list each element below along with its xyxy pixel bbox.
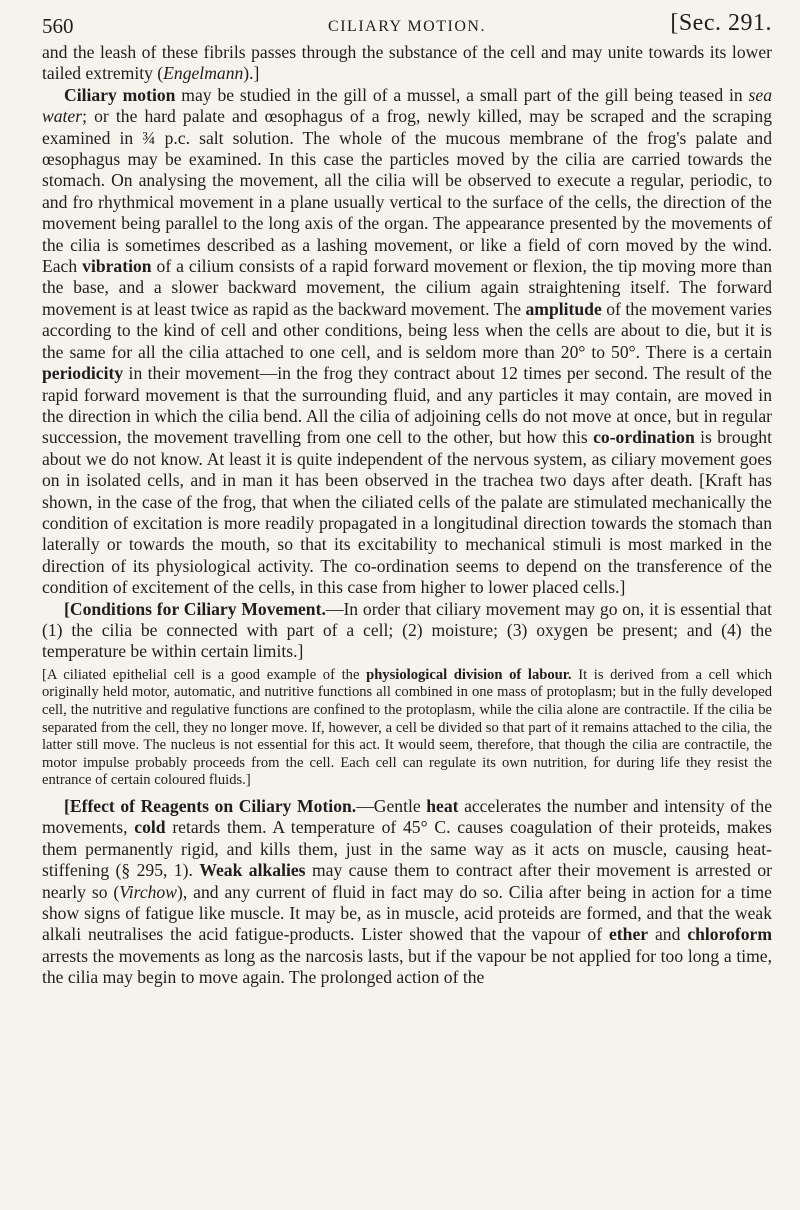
section-reference: [Sec. 291.: [670, 10, 772, 36]
term-ether: ether: [609, 924, 649, 945]
citation-virchow: Virchow: [119, 881, 177, 902]
term-periodicity: periodicity: [42, 363, 124, 384]
body-text: [42, 42, 772, 989]
term-weak-alkalies: Weak alkalies: [199, 860, 306, 881]
paragraph-conditions: [Conditions for Ciliary Movement.—In order that ciliary movement may go on, it is essential that (1) the cilia be connected with part of a cell; (2) moisture; (3) oxygen be present; and (4) the temperature be within certain limits.]: [42, 598, 772, 662]
term-cold: cold: [134, 817, 166, 838]
page-header: [42, 8, 772, 42]
term-ciliary-motion: Ciliary motion: [64, 84, 176, 105]
heading-conditions: [Conditions for Ciliary Movement.: [64, 598, 326, 619]
paragraph-continuation: and the leash of these fibrils passes through the substance of the cell and may unite towards its lower tailed extremity (Engelmann).]: [42, 42, 772, 84]
paragraph-reagents: [Effect of Reagents on Ciliary Motion.—Gentle heat accelerates the number and intensity of the movements, cold retards them. A temperature of 45° C. causes coagulation of their proteids, makes them permanently rigid, and kills them, just in the same way as it acts on muscle, causing heat-stiffening (§ 295, 1). Weak alkalies may cause them to contract after their movement is arrested or nearly so (Virchow), and any current of fluid in fact may do so. Cilia after being in action for a time show signs of fatigue like muscle. It may be, as in muscle, acid proteids are formed, and that the weak alkali neutralises the acid fatigue-products. Lister showed that the vapour of ether and chloroform arrests the movements as long as the narcosis lasts, but if the vapour be not applied for too long a time, the cilia may begin to move again. The prolonged action of the: [42, 795, 773, 988]
page-number: 560: [42, 14, 74, 38]
term-division-of-labour: physiological division of labour.: [366, 666, 572, 683]
term-co-ordination: co-ordination: [593, 427, 695, 448]
book-page: [42, 8, 772, 989]
paragraph-ciliary-motion: Ciliary motion may be studied in the gill of a mussel, a small part of the gill being teased in sea water; or the hard palate and œsophagus of a frog, newly killed, may be scraped and the scraping examined in ¾ p.c. salt solution. The whole of the mucous membrane of the frog's palate and œsophagus may be examined. In this case the particles moved by the cilia are carried towards the stomach. On analysing the movement, all the cilia will be observed to execute a regular, periodic, to and fro rhythmical movement in a plane usually vertical to the surface of the cells, the direction of the movement being parallel to the long axis of the organ. The appearance presented by the movements of the cilia is sometimes described as a lashing movement, or like a field of corn moved by the wind. Each vibration of a cilium consists of a rapid forward movement or flexion, the tip moving more than the base, and a slower backward movement, the cilium again straightening itself. The forward movement is at least twice as rapid as the backward movement. The amplitude of the movement varies according to the kind of cell and other conditions, being less when the cells are about to die, but it is the same for all the cilia attached to one cell, and is seldom more than 20° to 50°. There is a certain periodicity in their movement—in the frog they contract about 12 times per second. The result of the rapid forward movement is that the surrounding fluid, and any particles it may contain, are moved in the direction in which the cilia bend. All the cilia of adjoining cells do not move at once, but in regular succession, the movement travelling from one cell to the other, but how this co-ordination is brought about we do not know. At least it is quite independent of the nervous system, as ciliary movement goes on in isolated cells, and in man it has been observed in the trachea two days after death. [Kraft has shown, in the case of the frog, that when the ciliated cells of the palate are stimulated mechanically the condition of excitation is more readily propagated in a longitudinal direction towards the stomach than laterally or towards the mouth, so that its excitability to mechanical stimuli is most marked in the direction of its physiological activity. The co-ordination seems to depend on the transference of the condition of excitement of the cells, in this case from higher to lower placed cells.]: [42, 84, 772, 598]
term-chloroform: chloroform: [687, 924, 772, 945]
heading-reagents: [Effect of Reagents on Ciliary Motion.: [64, 795, 357, 816]
paragraph-division-of-labour: [A ciliated epithelial cell is a good example of the physiological division of labour. It is derived from a cell which originally held motor, automatic, and nutritive functions all combined in one mass of protoplasm; but in the fully developed cell, the nutritive and regulative functions are confined to the protoplasm, while the cilia alone are contractile. If the cilia be separated from the cell, they no longer move. If, however, a cell be divided so that part of it remains attached to the cilia, the latter still move. The nucleus is not essential for this act. It would seem, therefore, that though the cilia are contractile, the motor impulse probably proceeds from the cell. Each cell can regulate its own nutrition, for during life they resist the entrance of certain coloured fluids.]: [42, 666, 773, 789]
term-sea-water: sea water: [42, 84, 772, 127]
citation-engelmann: Engelmann: [163, 63, 244, 84]
term-vibration: vibration: [82, 256, 152, 277]
running-head: CILIARY MOTION.: [328, 18, 486, 35]
term-heat: heat: [426, 795, 459, 816]
term-amplitude: amplitude: [525, 298, 602, 319]
